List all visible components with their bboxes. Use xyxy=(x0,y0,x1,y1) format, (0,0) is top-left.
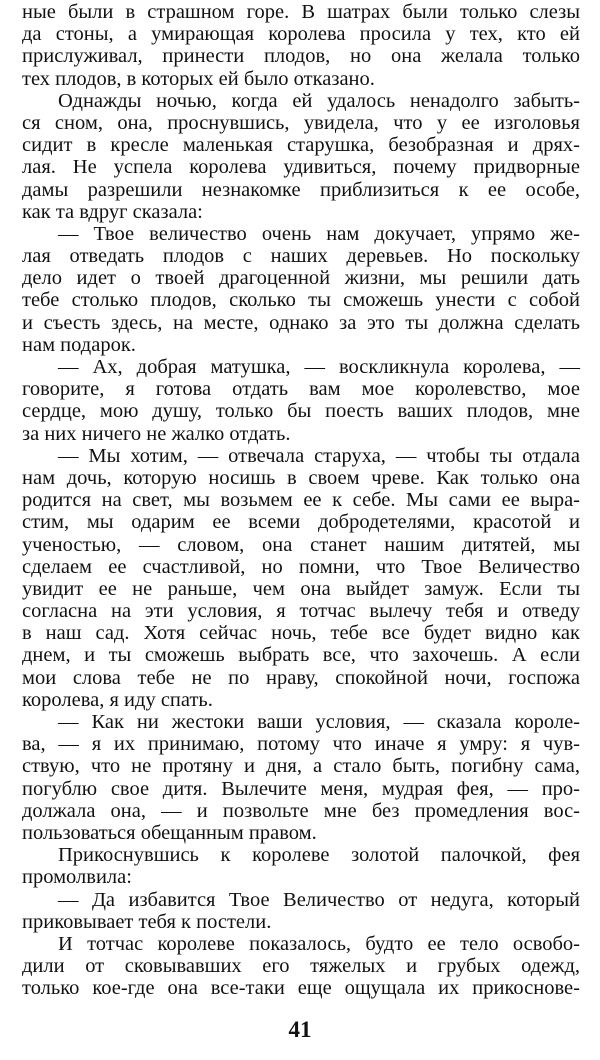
text-line: сердце, мою душу, только бы поесть ваших плодов, мне xyxy=(22,400,580,423)
text-line: только кое-где она все-таки еще ощущала их прикоснове- xyxy=(22,977,580,1000)
page-number: 41 xyxy=(288,1017,312,1042)
text-line: Прикоснувшись к королеве золотой палочкой, фея xyxy=(58,844,580,867)
text-line: и съесть здесь, на месте, однако за это ты должна сделать xyxy=(22,311,580,334)
book-page-text xyxy=(22,1,580,999)
text-line: — Да избавится Твое Величество от недуга, который xyxy=(58,888,580,911)
text-line: королева, я иду спать. xyxy=(22,688,213,711)
text-line: мои слова тебе не по нраву, спокойной ночи, госпожа xyxy=(22,666,580,689)
text-line: ствую, что не протяну и дня, а стало быть, погибну сама, xyxy=(22,755,580,778)
text-line: как та вдруг сказала: xyxy=(22,200,203,223)
text-line: — Ах, добрая матушка, — воскликнула королева, — xyxy=(58,356,580,378)
text-line: тебе столько плодов, сколько ты сможешь унести с собой xyxy=(22,289,580,312)
text-line: нам подарок. xyxy=(22,333,136,356)
text-line: пользоваться обещанным правом. xyxy=(22,821,317,844)
text-line: прислуживал, принести плодов, но она желала только xyxy=(22,45,580,68)
text-line: родится на свет, мы возьмем ее к себе. Мы сами ее выра- xyxy=(22,489,580,512)
text-line: лая. Не успела королева удивиться, почему придворные xyxy=(22,156,580,179)
text-line: дело идет о твоей драгоценной жизни, мы решили дать xyxy=(22,267,580,290)
text-line: ученостью, — словом, она станет нашим дитятей, мы xyxy=(22,533,580,556)
text-line: — Твое величество очень нам докучает, упрямо же- xyxy=(58,222,580,245)
text-line: да стоны, а умирающая королева просила у тех, кто ей xyxy=(22,23,580,46)
text-line: ные были в страшном горе. В шатрах были только слезы xyxy=(22,1,580,23)
text-line: Однажды ночью, когда ей удалось ненадолго забыть- xyxy=(58,89,580,112)
text-line: увидит ее не раньше, чем она выйдет замуж. Если ты xyxy=(22,577,580,600)
text-line: днем, и ты сможешь выбрать все, что захочешь. А если xyxy=(22,644,580,667)
text-line: приковывает тебя к постели. xyxy=(22,910,272,933)
text-line: сидит в кресле маленькая старушка, безобразная и дрях- xyxy=(22,134,580,157)
text-line: сделаем ее счастливой, но помни, что Твое Величество xyxy=(22,555,580,578)
text-line: дили от сковывавших его тяжелых и грубых одежд, xyxy=(22,955,580,978)
text-line: говорите, я готова отдать вам мое королевство, мое xyxy=(22,378,580,401)
text-line: дамы разрешили незнакомке приблизиться к ее особе, xyxy=(22,178,580,201)
text-line: должала она, — и позвольте мне без промедления вос- xyxy=(22,799,580,822)
text-line: лая отведать плодов с наших деревьев. Но поскольку xyxy=(22,245,580,268)
text-line: согласна на эти условия, я тотчас вылечу тебя и отведу xyxy=(22,600,580,623)
text-line: погублю свое дитя. Вылечите меня, мудрая фея, — про- xyxy=(22,777,580,800)
text-line: ся сном, она, проснувшись, увидела, что у ее изголовья xyxy=(22,111,580,134)
text-line: промолвила: xyxy=(22,866,132,889)
text-line: ва, — я их принимаю, потому что иначе я умру: я чув- xyxy=(22,733,580,756)
text-line: нам дочь, которую носишь в своем чреве. Как только она xyxy=(22,466,580,489)
text-line: за них ничего не жалко отдать. xyxy=(22,422,291,445)
text-line: — Мы хотим, — отвечала старуха, — чтобы ты отдала xyxy=(58,444,580,467)
text-line: стим, мы одарим ее всеми добродетелями, красотой и xyxy=(22,511,580,534)
text-line: в наш сад. Хотя сейчас ночь, тебе все будет видно как xyxy=(22,622,580,645)
text-line: И тотчас королеве показалось, будто ее тело освобо- xyxy=(58,932,580,955)
text-line: тех плодов, в которых ей было отказано. xyxy=(22,67,375,90)
text-line: — Как ни жестоки ваши условия, — сказала короле- xyxy=(58,711,580,733)
